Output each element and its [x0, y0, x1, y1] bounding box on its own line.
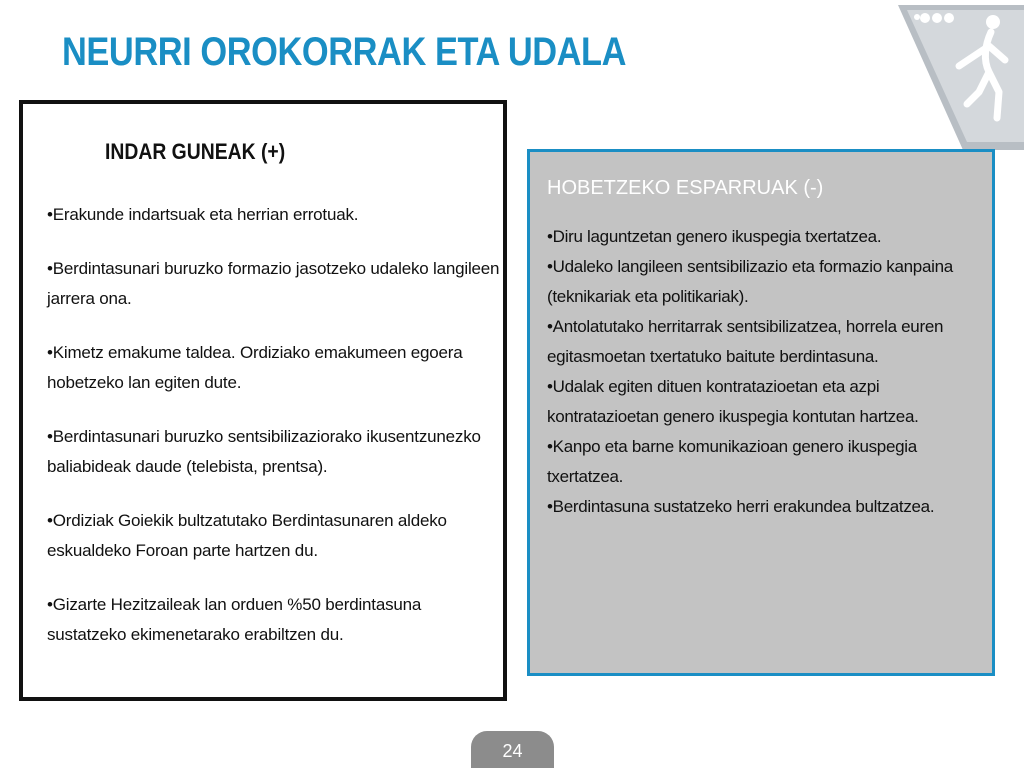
improvement-item: •Udalak egiten dituen kontratazioetan eta azpi kontratazioetan genero ikuspegia kontutan hartzea. — [547, 377, 919, 426]
page-number-tab — [471, 731, 554, 768]
improvement-item: •Kanpo eta barne komunikazioan genero ikuspegia txertatzea. — [547, 437, 917, 486]
strength-item: •Berdintasunari buruzko formazio jasotzeko udaleko langileen jarrera ona. — [47, 259, 500, 308]
strengths-panel — [19, 100, 507, 701]
strengths-list — [47, 200, 503, 674]
strength-item: •Gizarte Hezitzaileak lan orduen %50 berdintasuna sustatzeko ekimenetarako erabiltzen du. — [47, 595, 422, 644]
improvement-item: •Diru laguntzetan genero ikuspegia txertatzea. — [547, 227, 882, 246]
strength-item: •Erakunde indartsuak eta herrian errotuak. — [47, 205, 359, 224]
strength-item: •Ordiziak Goiekik bultzatutako Berdintasunaren aldeko eskualdeko Foroan parte hartzen du. — [47, 511, 447, 560]
improvement-areas-panel — [527, 149, 995, 676]
improvement-item: •Berdintasuna sustatzeko herri erakundea bultzatzea. — [547, 497, 935, 516]
improvement-item: •Udaleko langileen sentsibilizazio eta formazio kanpaina (teknikariak eta politikariak). — [547, 257, 953, 306]
page-number: 24 — [502, 741, 523, 761]
improvement-list — [547, 222, 987, 522]
strength-item: •Kimetz emakume taldea. Ordiziako emakumeen egoera hobetzeko lan egiten dute. — [47, 343, 463, 392]
strengths-heading: INDAR GUNEAK (+) — [105, 139, 286, 164]
bowling-player-logo-icon — [893, 0, 1024, 150]
improvement-item: •Antolatutako herritarrak sentsibilizatzea, horrela euren egitasmoetan txertatuko baitute berdintasuna. — [547, 317, 944, 366]
improvement-heading: HOBETZEKO ESPARRUAK (-) — [547, 177, 824, 199]
strength-item: •Berdintasunari buruzko sentsibilizaziorako ikusentzunezko baliabideak daude (telebista, prentsa). — [47, 427, 481, 476]
slide-title: NEURRI OROKORRAK ETA UDALA — [62, 30, 627, 74]
